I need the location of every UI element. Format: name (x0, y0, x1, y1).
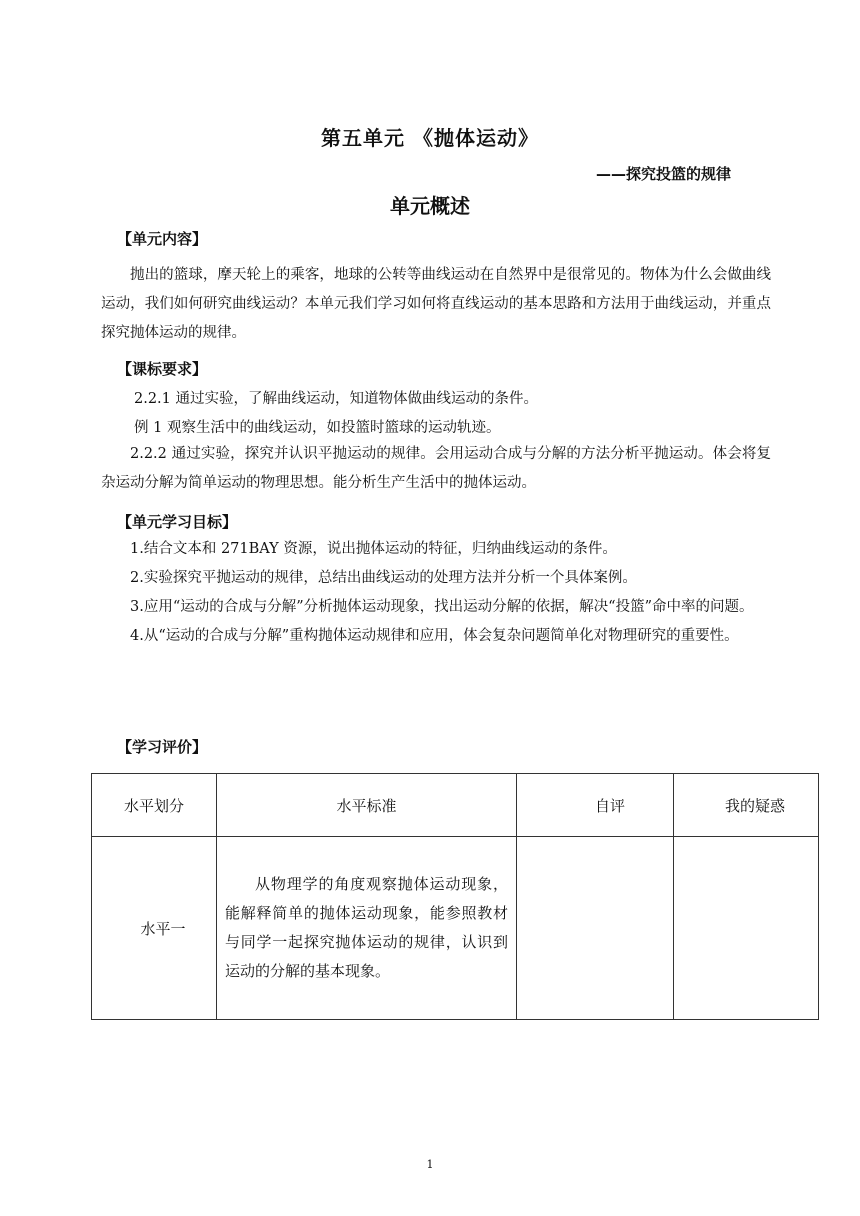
unit-content-heading: 【单元内容】 (117, 230, 208, 248)
unit-content-text: 抛出的篮球，摩天轮上的乘客，地球的公转等曲线运动在自然界中是很常见的。物体为什么会做曲线运动，我们如何研究曲线运动？本单元我们学习如何将直线运动的基本思路和方法用于曲线运动，并重点探究抛体运动的规律。 (101, 267, 771, 341)
level-cell: 水平一 (92, 837, 217, 1020)
self-eval-cell[interactable] (517, 837, 674, 1020)
column-header-level: 水平划分 (92, 774, 217, 837)
unit-content-paragraph (101, 261, 771, 348)
page-title: 第五单元 《抛体运动》 (321, 126, 539, 150)
column-header-standard: 水平标准 (217, 774, 517, 837)
objective-item: 2.实验探究平抛运动的规律，总结出曲线运动的处理方法并分析一个具体案例。 (130, 570, 637, 586)
objective-item: 1.结合文本和 271BAY 资源，说出抛体运动的特征，归纳曲线运动的条件。 (130, 541, 617, 557)
standard-cell: 从物理学的角度观察抛体运动现象，能解释简单的抛体运动现象，能参照教材与同学一起探究抛体运动的规律，认识到运动的分解的基本现象。 (217, 837, 517, 1020)
curriculum-item-2-block (101, 440, 771, 498)
column-header-self-eval: 自评 (517, 774, 674, 837)
objectives-heading: 【单元学习目标】 (117, 513, 238, 531)
objective-item: 3.应用“运动的合成与分解”分析抛体运动现象，找出运动分解的依据，解决“投篮”命中率的问题。 (130, 599, 754, 615)
page-subtitle: ——探究投篮的规律 (596, 165, 732, 183)
page-number: 1 (426, 1158, 434, 1171)
overview-title: 单元概述 (390, 194, 470, 218)
objective-item: 4.从“运动的合成与分解”重构抛体运动规律和应用，体会复杂问题简单化对物理研究的重要性。 (130, 628, 739, 644)
curriculum-item-1: 2.2.1 通过实验，了解曲线运动，知道物体做曲线运动的条件。 (134, 391, 539, 407)
table-row (92, 837, 819, 1020)
objectives-list (101, 535, 771, 651)
column-header-questions: 我的疑惑 (674, 774, 819, 837)
evaluation-table (91, 773, 819, 1020)
curriculum-item-2: 2.2.2 通过实验，探究并认识平抛运动的规律。会用运动合成与分解的方法分析平抛运动。体会将复杂运动分解为简单运动的物理思想。能分析生产生活中的抛体运动。 (101, 446, 771, 491)
questions-cell[interactable] (674, 837, 819, 1020)
evaluation-heading: 【学习评价】 (117, 738, 208, 756)
table-header-row (92, 774, 819, 837)
curriculum-example-1: 例 1 观察生活中的曲线运动，如投篮时篮球的运动轨迹。 (134, 420, 501, 436)
curriculum-heading: 【课标要求】 (117, 360, 208, 378)
